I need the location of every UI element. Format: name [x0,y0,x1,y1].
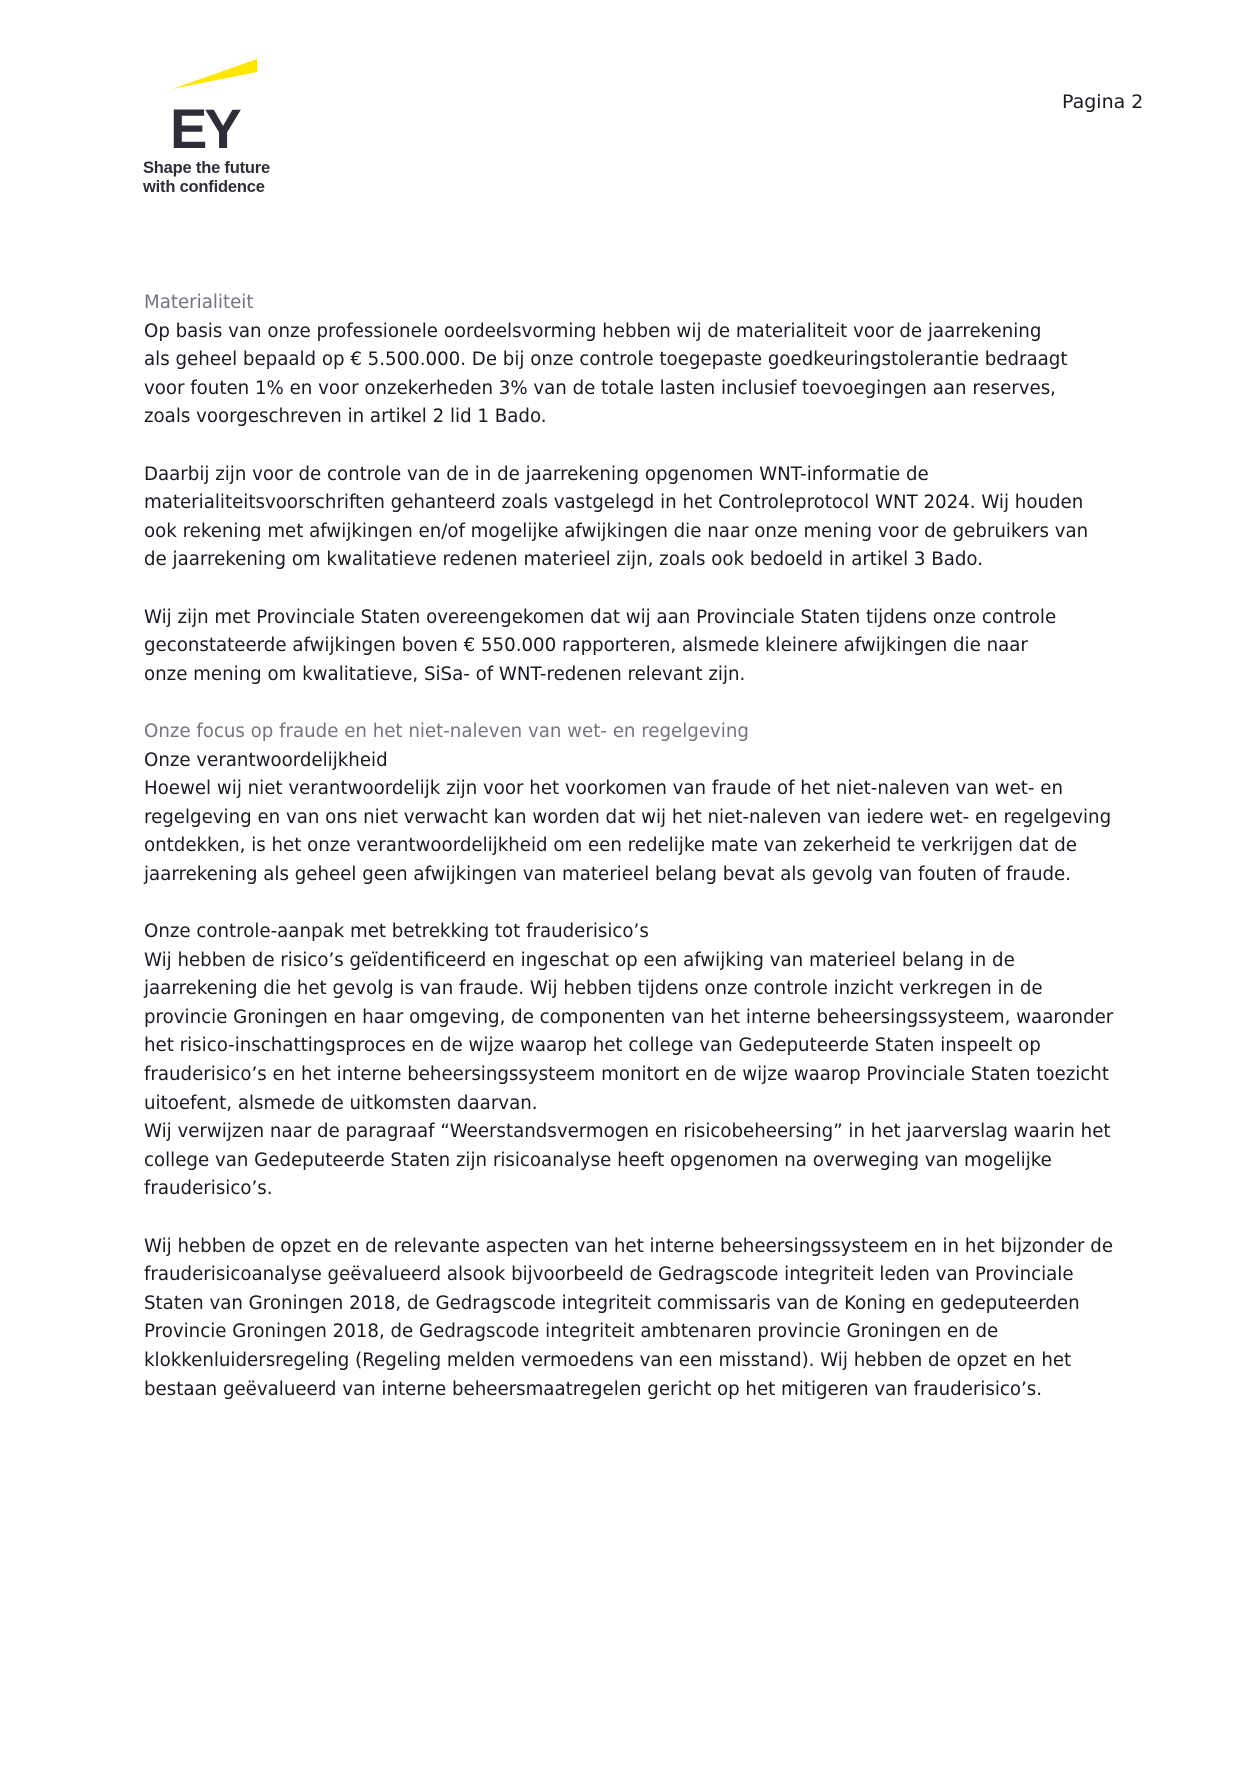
paragraph-materialiteit-2: Daarbij zijn voor de controle van de in de jaarrekening opgenomen WNT-informatie de materialiteitsvoorschriften gehanteerd zoals vastgelegd in het Controleprotocol WNT 2024. Wij houden ook rekening met afwijkingen en/of mogelijke afwijkingen die naar onze mening voor de gebruikers van de jaarrekening om kwalitatieve redenen materieel zijn, zoals ook bedoeld in artikel 3 Bado. [144,463,1089,571]
section-heading-fraude: Onze focus op fraude en het niet-naleven van wet- en regelgeving [144,720,749,742]
ey-tagline [143,159,270,197]
subheading-verantwoordelijkheid: Onze verantwoordelijkheid [144,749,388,771]
ey-logo-mark [140,55,290,155]
paragraph-opzet: Wij hebben de opzet en de relevante aspecten van het interne beheersingssysteem en in het bijzonder de frauderisicoanalyse geëvalueerd alsook bijvoorbeeld de Gedragscode integriteit leden van Provinciale Staten van Groningen 2018, de Gedragscode integriteit commissaris van de Koning en gedeputeerden Provincie Groningen 2018, de Gedragscode integriteit ambtenaren provincie Groningen en de klokkenluidersregeling (Regeling melden vermoedens van een misstand). Wij hebben de opzet en het bestaan geëvalueerd van interne beheersmaatregelen gericht op het mitigeren van frauderisico’s. [144,1235,1114,1400]
document-body [144,289,1144,1404]
paragraph-materialiteit-1: Op basis van onze professionele oordeelsvorming hebben wij de materialiteit voor de jaarrekening als geheel bepaald op € 5.500.000. De bij onze controle toegepaste goedkeuringstolerantie bedraagt voor fouten 1% en voor onzekerheden 3% van de totale lasten inclusief toevoegingen aan reserves, zoals voorgeschreven in artikel 2 lid 1 Bado. [144,320,1068,428]
tagline-line-2: with confidence [143,178,265,196]
paragraph-materialiteit-3: Wij zijn met Provinciale Staten overeengekomen dat wij aan Provinciale Staten tijdens onze controle geconstateerde afwijkingen boven € 550.000 rapporteren, alsmede kleinere afwijkingen die naar onze mening om kwalitatieve, SiSa- of WNT-redenen relevant zijn. [144,606,1057,685]
section-heading-materialiteit: Materialiteit [144,292,254,313]
tagline-line-1: Shape the future [143,159,270,177]
ey-logo-text: EY [170,97,239,155]
paragraph-verwijzing: Wij verwijzen naar de paragraaf “Weerstandsvermogen en risicobeheersing” in het jaarverslag waarin het college van Gedeputeerde Staten zijn risicoanalyse heeft opgenomen na overweging van mogelijke frauderisico’s. [144,1121,1111,1200]
ey-logo-yellow-beam [172,59,257,89]
subheading-controle-aanpak: Onze controle-aanpak met betrekking tot frauderisico’s [144,921,649,943]
paragraph-verantwoordelijkheid: Hoewel wij niet verantwoordelijk zijn voor het voorkomen van fraude of het niet-naleven van wet- en regelgeving en van ons niet verwacht kan worden dat wij het niet-naleven van iedere wet- en regelgeving ontdekken, is het onze verantwoordelijkheid om een redelijke mate van zekerheid te verkrijgen dat de jaarrekening als geheel geen afwijkingen van materieel belang bevat als gevolg van fouten of fraude. [144,778,1112,885]
ey-logo [140,55,290,155]
paragraph-risicos: Wij hebben de risico’s geïdentificeerd en ingeschat op een afwijking van materieel belang in de jaarrekening die het gevolg is van fraude. Wij hebben tijdens onze controle inzicht verkregen in de provincie Groningen en haar omgeving, de componenten van het interne beheersingssysteem, waaronder het risico-inschattingsproces en de wijze waarop het college van Gedeputeerde Staten inspeelt op frauderisico’s en het interne beheersingssysteem monitort en de wijze waarop Provinciale Staten toezicht uitoefent, alsmede de uitkomsten daarvan. [144,949,1114,1114]
page-number: Pagina 2 [1062,91,1144,113]
